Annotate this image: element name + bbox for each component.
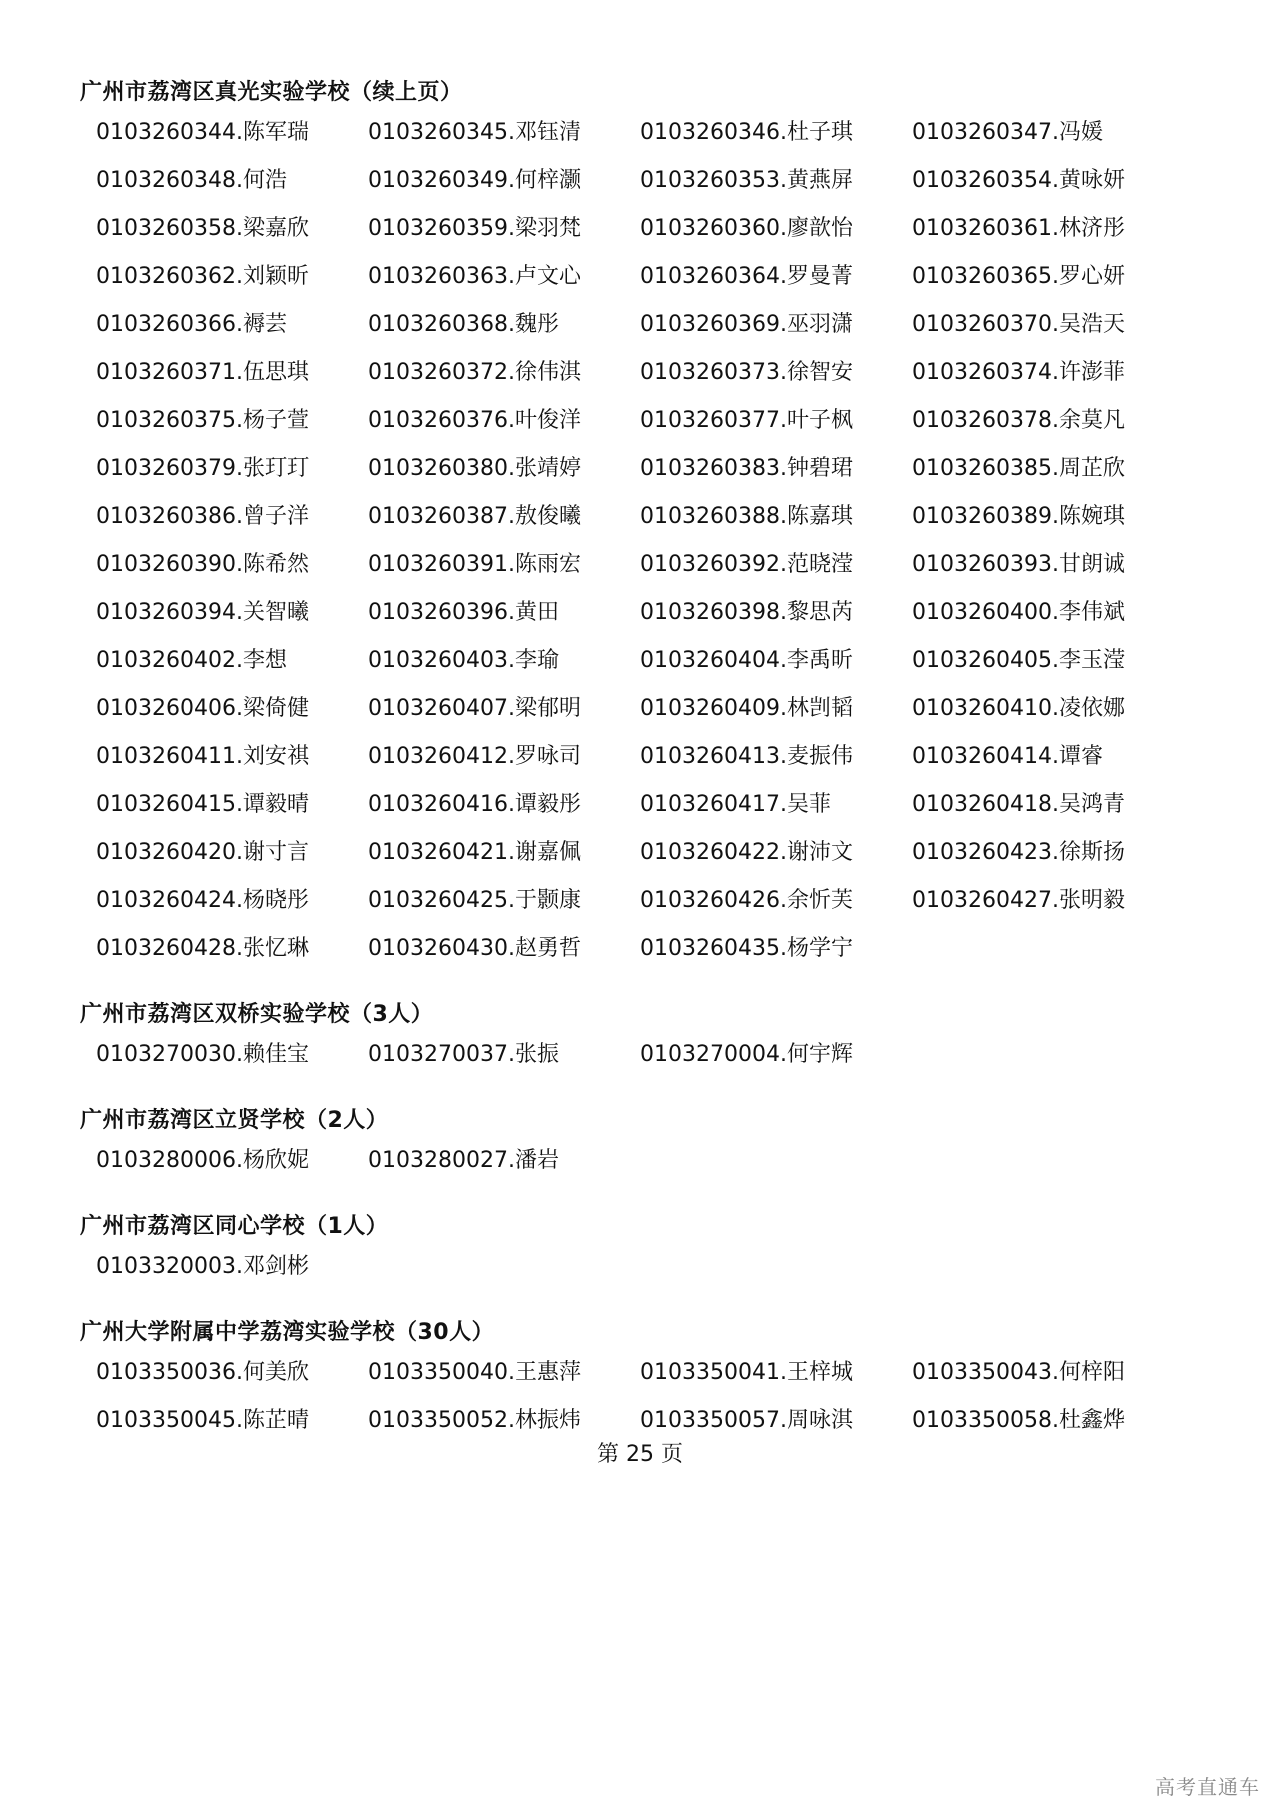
school-title: 广州市荔湾区双桥实验学校（3人） — [80, 1002, 434, 1027]
school-section — [80, 1106, 1140, 1194]
student-entry: 0103260428.张忆琳 — [96, 936, 309, 961]
school-section — [80, 1212, 1140, 1300]
student-entry: 0103260418.吴鸿青 — [912, 792, 1125, 817]
student-entry: 0103260353.黄燕屏 — [640, 168, 853, 193]
student-entry: 0103350045.陈芷晴 — [96, 1408, 309, 1433]
student-entry: 0103350057.周咏淇 — [640, 1408, 853, 1433]
student-entry: 0103270030.赖佳宝 — [96, 1042, 309, 1067]
student-entry: 0103270004.何宇辉 — [640, 1042, 853, 1067]
student-entry: 0103260371.伍思琪 — [96, 360, 309, 385]
student-entry: 0103260424.杨晓彤 — [96, 888, 309, 913]
student-entry: 0103260391.陈雨宏 — [368, 552, 581, 577]
student-entry: 0103260412.罗咏司 — [368, 744, 581, 769]
student-entry: 0103260393.甘朗诚 — [912, 552, 1125, 577]
student-entry: 0103260414.谭睿 — [912, 744, 1103, 769]
school-title: 广州市荔湾区真光实验学校（续上页） — [80, 80, 463, 105]
school-section — [80, 1000, 1140, 1088]
student-entry: 0103260421.谢嘉佩 — [368, 840, 581, 865]
student-entry: 0103260366.褥芸 — [96, 312, 287, 337]
student-entry: 0103260368.魏彤 — [368, 312, 559, 337]
student-entry: 0103260345.邓钰清 — [368, 120, 581, 145]
student-entry: 0103260379.张玎玎 — [96, 456, 309, 481]
student-entry: 0103260425.于颢康 — [368, 888, 581, 913]
student-entry: 0103260409.林剀韬 — [640, 696, 853, 721]
student-entry: 0103260406.梁倚健 — [96, 696, 309, 721]
student-entry: 0103260389.陈婉琪 — [912, 504, 1125, 529]
student-entry: 0103260354.黄咏妍 — [912, 168, 1125, 193]
student-entry: 0103260435.杨学宁 — [640, 936, 853, 961]
student-entry: 0103260359.梁羽梵 — [368, 216, 581, 241]
student-entry: 0103260386.曾子洋 — [96, 504, 309, 529]
student-entry: 0103260415.谭毅晴 — [96, 792, 309, 817]
student-entry: 0103260426.余忻芙 — [640, 888, 853, 913]
school-section — [80, 78, 1140, 982]
student-entry: 0103280027.潘岩 — [368, 1148, 559, 1173]
student-entry: 0103260346.杜子琪 — [640, 120, 853, 145]
student-entry: 0103260390.陈希然 — [96, 552, 309, 577]
student-entry: 0103260394.关智曦 — [96, 600, 309, 625]
student-entry: 0103260361.林济彤 — [912, 216, 1125, 241]
student-entry: 0103260374.许澎菲 — [912, 360, 1125, 385]
student-entry: 0103260400.李伟斌 — [912, 600, 1125, 625]
roster-content — [80, 78, 1140, 1472]
student-list — [80, 118, 1140, 982]
student-entry: 0103350036.何美欣 — [96, 1360, 309, 1385]
student-entry: 0103260396.黄田 — [368, 600, 559, 625]
student-entry: 0103260380.张靖婷 — [368, 456, 581, 481]
student-entry: 0103350040.王惠萍 — [368, 1360, 581, 1385]
student-entry: 0103320003.邓剑彬 — [96, 1254, 309, 1279]
student-list — [80, 1252, 1140, 1300]
student-list — [80, 1040, 1140, 1088]
student-entry: 0103260427.张明毅 — [912, 888, 1125, 913]
student-entry: 0103260387.敖俊曦 — [368, 504, 581, 529]
student-entry: 0103260398.黎思芮 — [640, 600, 853, 625]
school-title: 广州市荔湾区立贤学校（2人） — [80, 1108, 389, 1133]
student-entry: 0103260422.谢沛文 — [640, 840, 853, 865]
student-entry: 0103350052.林振炜 — [368, 1408, 581, 1433]
student-entry: 0103260370.吴浩天 — [912, 312, 1125, 337]
school-title: 广州市荔湾区同心学校（1人） — [80, 1214, 389, 1239]
student-entry: 0103260363.卢文心 — [368, 264, 581, 289]
student-entry: 0103260430.赵勇哲 — [368, 936, 581, 961]
student-entry: 0103260377.叶子枫 — [640, 408, 853, 433]
student-entry: 0103260348.何浩 — [96, 168, 287, 193]
student-entry: 0103260373.徐智安 — [640, 360, 853, 385]
student-entry: 0103260344.陈军瑞 — [96, 120, 309, 145]
student-entry: 0103270037.张振 — [368, 1042, 559, 1067]
student-entry: 0103260376.叶俊洋 — [368, 408, 581, 433]
student-entry: 0103260392.范晓滢 — [640, 552, 853, 577]
student-entry: 0103260364.罗曼菁 — [640, 264, 853, 289]
student-entry: 0103260358.梁嘉欣 — [96, 216, 309, 241]
student-entry: 0103260388.陈嘉琪 — [640, 504, 853, 529]
student-entry: 0103260413.麦振伟 — [640, 744, 853, 769]
student-entry: 0103260423.徐斯扬 — [912, 840, 1125, 865]
student-entry: 0103260360.廖歆怡 — [640, 216, 853, 241]
student-entry: 0103260411.刘安祺 — [96, 744, 309, 769]
student-entry: 0103260410.凌依娜 — [912, 696, 1125, 721]
student-entry: 0103280006.杨欣妮 — [96, 1148, 309, 1173]
student-entry: 0103260420.谢寸言 — [96, 840, 309, 865]
student-entry: 0103260403.李瑜 — [368, 648, 559, 673]
student-entry: 0103350043.何梓阳 — [912, 1360, 1125, 1385]
student-entry: 0103260347.冯媛 — [912, 120, 1103, 145]
student-entry: 0103260405.李玉滢 — [912, 648, 1125, 673]
student-entry: 0103260349.何梓灏 — [368, 168, 581, 193]
school-title: 广州大学附属中学荔湾实验学校（30人） — [80, 1320, 495, 1345]
student-entry: 0103260417.吴菲 — [640, 792, 831, 817]
page-number: 第 25 页 — [597, 1442, 683, 1467]
student-entry: 0103350058.杜鑫烨 — [912, 1408, 1125, 1433]
student-entry: 0103260383.钟碧珺 — [640, 456, 853, 481]
student-entry: 0103350041.王梓城 — [640, 1360, 853, 1385]
school-section — [80, 1318, 1140, 1454]
student-entry: 0103260362.刘颖昕 — [96, 264, 309, 289]
student-list — [80, 1146, 1140, 1194]
student-entry: 0103260407.梁郁明 — [368, 696, 581, 721]
student-entry: 0103260365.罗心妍 — [912, 264, 1125, 289]
student-entry: 0103260372.徐伟淇 — [368, 360, 581, 385]
student-entry: 0103260378.余莫凡 — [912, 408, 1125, 433]
student-entry: 0103260402.李想 — [96, 648, 287, 673]
student-entry: 0103260369.巫羽潇 — [640, 312, 853, 337]
student-entry: 0103260385.周芷欣 — [912, 456, 1125, 481]
student-entry: 0103260416.谭毅彤 — [368, 792, 581, 817]
student-entry: 0103260375.杨子萱 — [96, 408, 309, 433]
watermark-text: 高考直通车 — [1155, 1775, 1260, 1799]
student-entry: 0103260404.李禹昕 — [640, 648, 853, 673]
